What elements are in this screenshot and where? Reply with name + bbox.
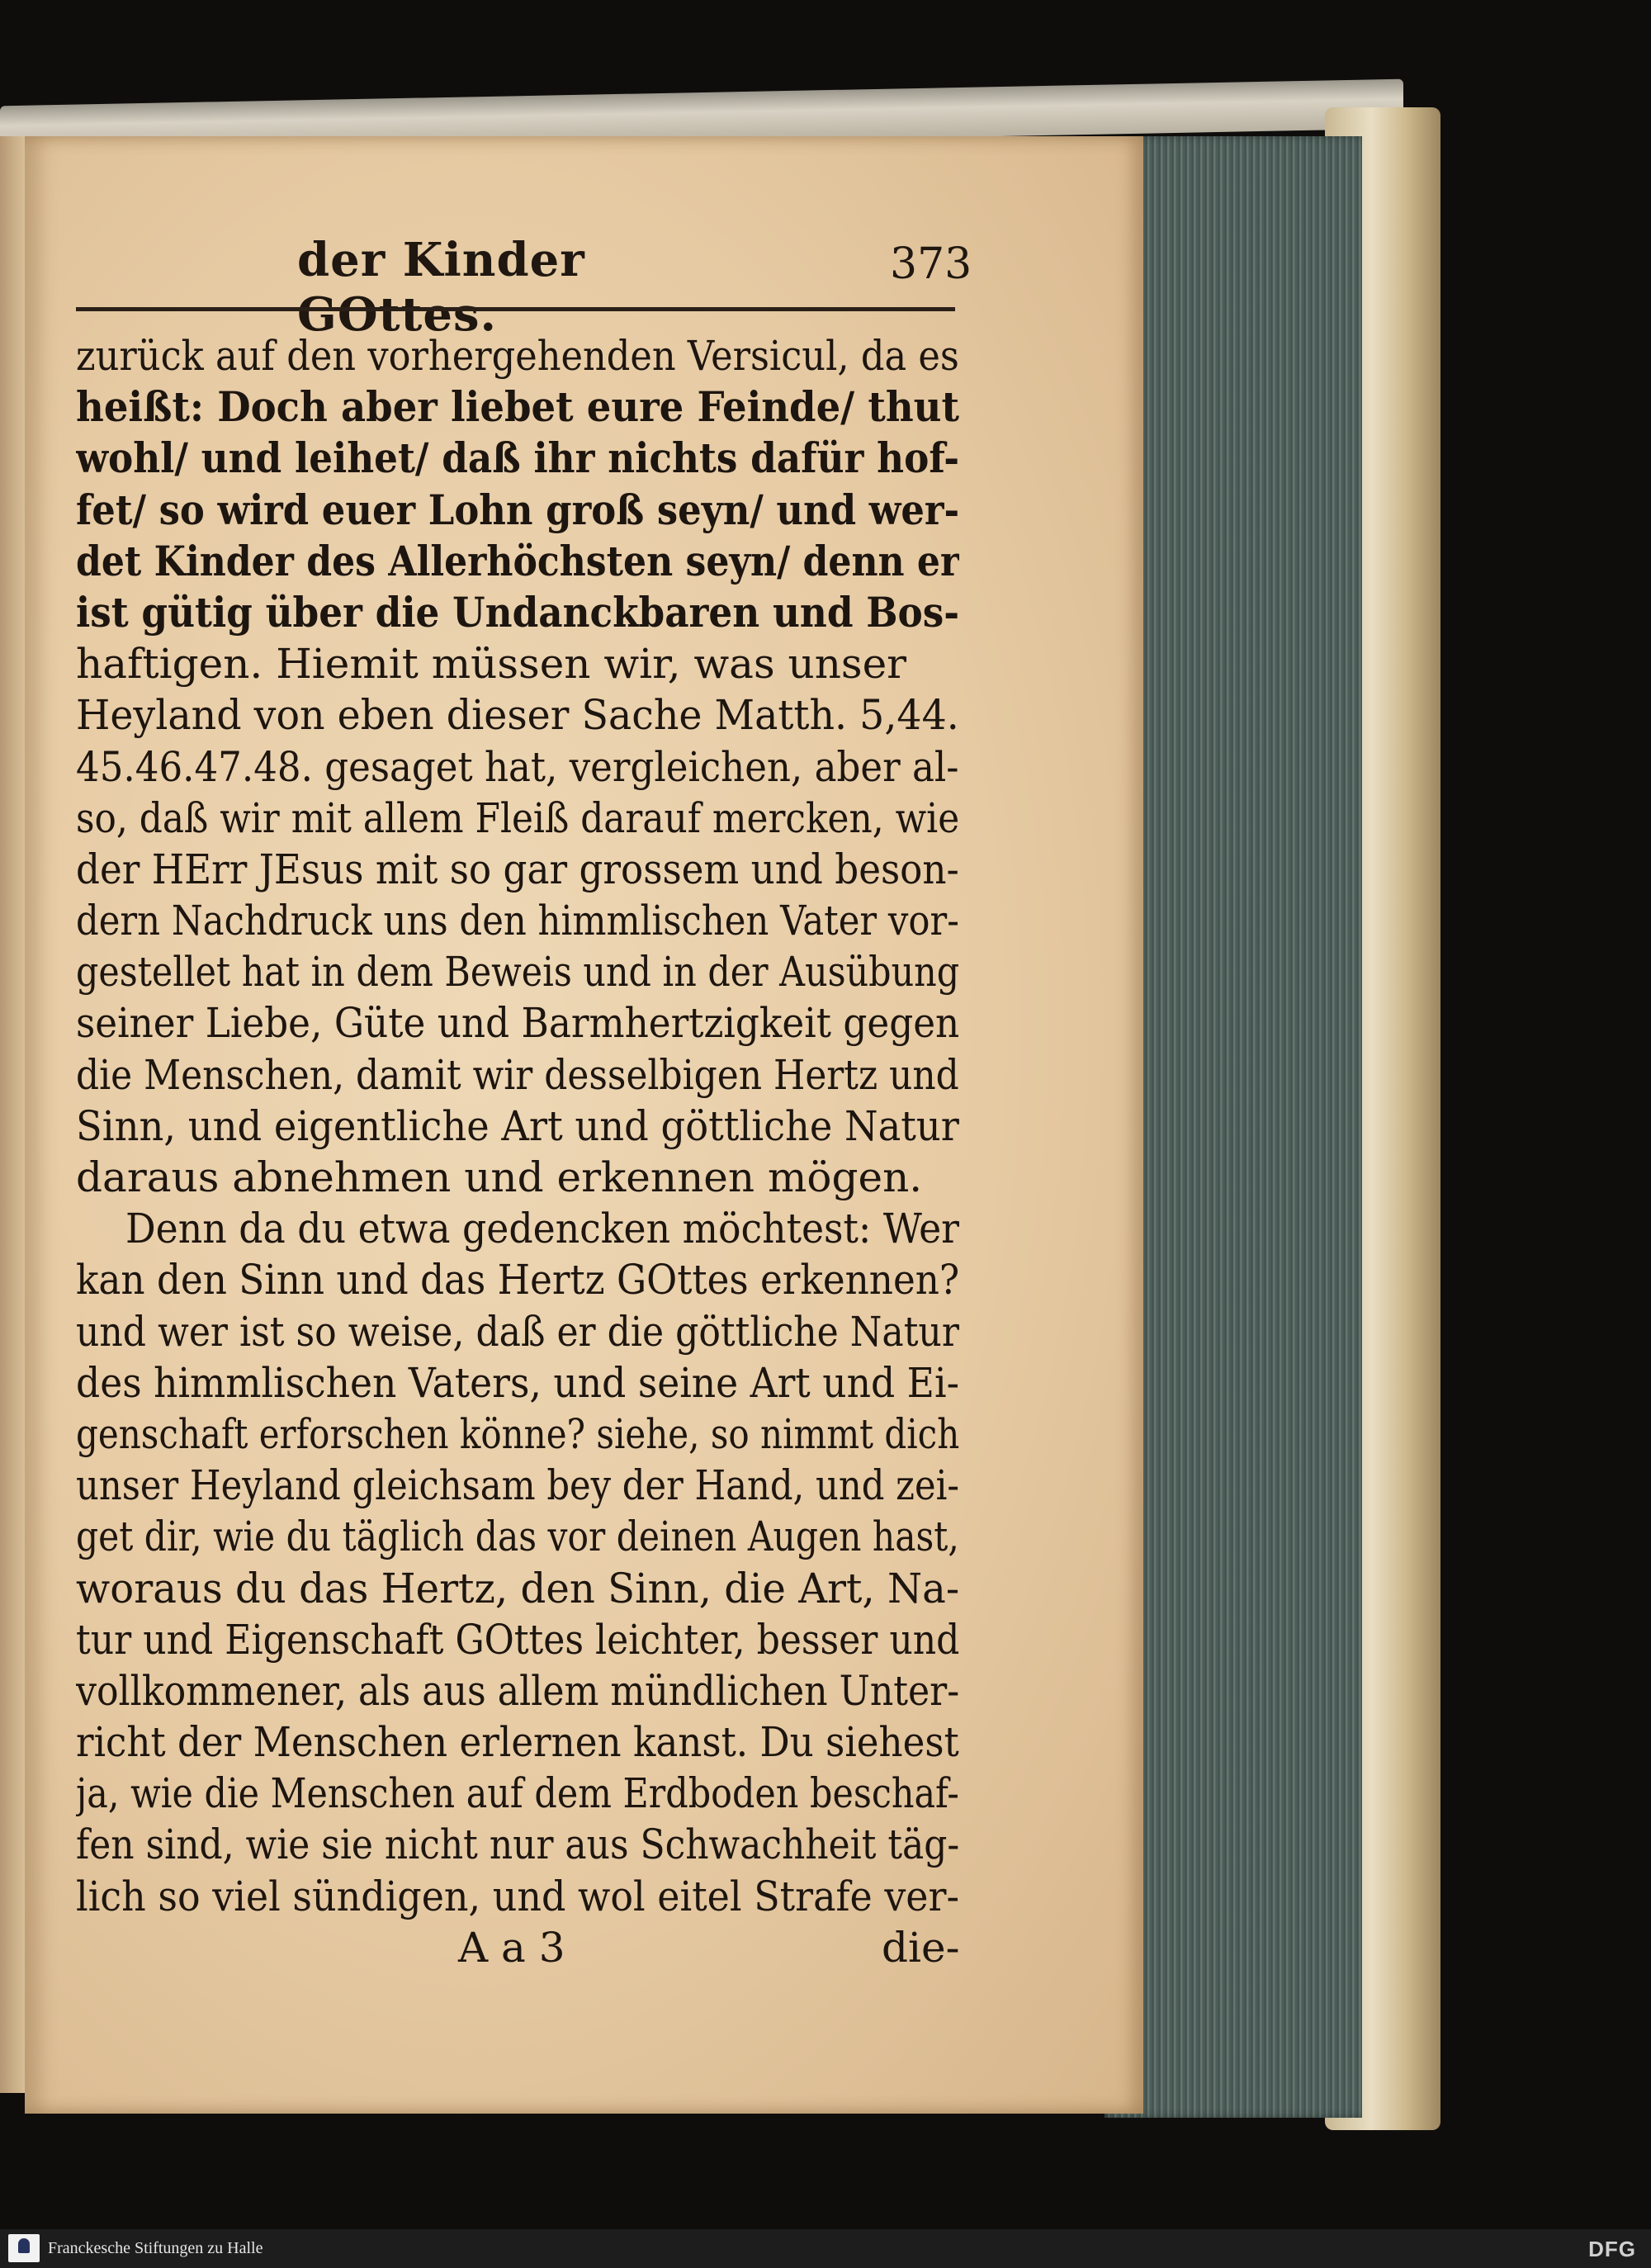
- text-line: Denn da du etwa gedencken möchtest: Wer: [125, 1205, 959, 1253]
- facing-page-edge: [0, 136, 25, 2093]
- text-line: zurück auf den vorhergehenden Versicul, da es: [76, 332, 959, 380]
- running-head: der Kinder GOttes.: [297, 233, 585, 342]
- text-line: seiner Liebe, Güte und Barmhertzigkeit gegen: [76, 999, 959, 1048]
- text-line: fet/ so wird euer Lohn groß seyn/ und wer-: [76, 485, 959, 534]
- text-line: kan den Sinn und das Hertz GOttes erkennen?: [76, 1256, 959, 1304]
- text-line: die Menschen, damit wir desselbigen Hertz und: [76, 1050, 959, 1099]
- text-line: 45.46.47.48. gesaget hat, vergleichen, aber al-: [76, 742, 959, 791]
- text-line: heißt: Doch aber liebet eure Feinde/ thut: [76, 382, 959, 432]
- text-line: Heyland von eben dieser Sache Matth. 5,44.: [76, 691, 959, 740]
- text-line: get dir, wie du täglich das vor deinen Augen hast,: [76, 1513, 959, 1561]
- catchword: die-: [882, 1924, 960, 1972]
- signature-mark: A a 3: [458, 1924, 565, 1972]
- text-line: vollkommener, als aus allem mündlichen Unter-: [76, 1666, 959, 1715]
- text-line: daraus abnehmen und erkennen mögen.: [76, 1153, 923, 1201]
- text-line: ist gütig über die Undanckbaren und Bos-: [76, 587, 959, 637]
- text-line: det Kinder des Allerhöchsten seyn/ denn er: [76, 536, 959, 585]
- text-line: Sinn, und eigentliche Art und göttliche Natur: [76, 1101, 959, 1150]
- footer-bar: [0, 2229, 1651, 2268]
- text-line: lich so viel sündigen, und wol eitel Strafe ver-: [76, 1872, 959, 1920]
- text-line: gestellet hat in dem Beweis und in der Ausübung: [76, 948, 959, 997]
- text-line: genschaft erforschen könne? siehe, so nimmt dich: [76, 1409, 959, 1458]
- text-line: der HErr JEsus mit so gar grossem und beson-: [76, 845, 959, 893]
- text-line: dern Nachdruck uns den himmlischen Vater vor-: [76, 897, 959, 945]
- text-line: ja, wie die Menschen auf dem Erdboden beschaf-: [76, 1769, 959, 1818]
- institution-logo-icon: [8, 2234, 40, 2262]
- text-line: woraus du das Hertz, den Sinn, die Art, Na-: [76, 1564, 959, 1612]
- text-line: fen sind, wie sie nicht nur aus Schwachheit täg-: [76, 1821, 959, 1869]
- text-line: wohl/ und leihet/ daß ihr nichts dafür hof-: [76, 433, 959, 483]
- page-number: 373: [890, 239, 972, 289]
- dfg-badge: DFG: [1588, 2237, 1636, 2261]
- text-line: unser Heyland gleichsam bey der Hand, und zei-: [76, 1461, 959, 1510]
- text-line: und wer ist so weise, daß er die göttliche Natur: [76, 1307, 959, 1356]
- text-line: des himmlischen Vaters, und seine Art und Ei-: [76, 1358, 959, 1407]
- body-text: [76, 330, 959, 1922]
- header-rule: [76, 307, 955, 311]
- text-line: tur und Eigenschaft GOttes leichter, besser und: [76, 1615, 959, 1664]
- text-line: so, daß wir mit allem Fleiß darauf mercken, wie: [76, 793, 959, 842]
- text-line: haftigen. Hiemit müssen wir, was unser: [76, 640, 907, 689]
- institution-name: Franckesche Stiftungen zu Halle: [48, 2239, 263, 2257]
- text-line: richt der Menschen erlernen kanst. Du siehest: [76, 1718, 959, 1767]
